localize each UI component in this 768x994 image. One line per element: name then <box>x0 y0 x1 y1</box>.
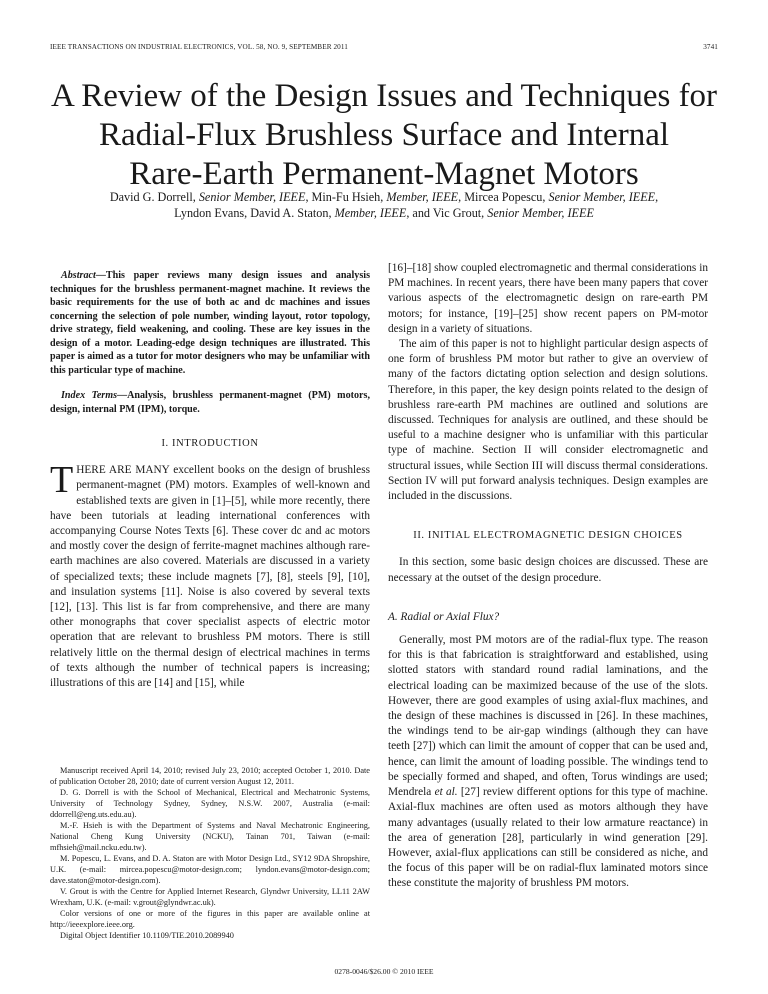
abstract-label: Abstract <box>61 270 96 281</box>
author-line-2: Lyndon Evans, David A. Staton, Member, IEEE, and Vic Grout, Senior Member, IEEE <box>174 205 594 220</box>
running-header <box>50 43 718 55</box>
drop-cap: T <box>50 459 74 502</box>
journal-citation: IEEE TRANSACTIONS ON INDUSTRIAL ELECTRONICS, VOL. 58, NO. 9, SEPTEMBER 2011 <box>50 43 348 51</box>
index-terms-label: Index Terms <box>61 390 118 401</box>
footnote: V. Grout is with the Centre for Applied Internet Research, Glyndwr University, LL11 2AW Wrexham, U.K. (e-mail: v.grout@glyndwr.ac.uk). <box>50 887 370 907</box>
footnote: Manuscript received April 14, 2010; revised July 23, 2010; accepted October 1, 2010. Date of publication October 28, 2010; date of current version August 12, 2011. <box>50 766 370 786</box>
paper-title <box>40 77 728 194</box>
footnote: M. Popescu, L. Evans, and D. A. Staton are with Motor Design Ltd., SY12 9DA Shropshire, U.K. (e-mail: mircea.popescu@motor-design.com; lyndon.evans@motor-design.com; dave.staton@motor-design.com). <box>50 854 370 885</box>
footnote: Digital Object Identifier 10.1109/TIE.2010.2089940 <box>60 931 234 940</box>
intro-continuation: [16]–[18] show coupled electromagnetic and thermal considerations in PM machines. In recent years, there have been many papers that cover various aspects of the electromagnetic design on rare-earth PM motors; for instance, [19]–[25] show recent papers on PM-motor design in a variety of situations. <box>388 262 708 335</box>
section-heading-design-choices: II. INITIAL ELECTROMAGNETIC DESIGN CHOICES <box>413 530 683 542</box>
footnote: M.-F. Hsieh is with the Department of Systems and Naval Mechatronic Engineering, National Cheng Kung University (NCKU), Tainan 701, Taiwan (e-mail: mfhsieh@mail.ncku.edu.tw). <box>50 821 370 852</box>
footnote: D. G. Dorrell is with the School of Mechanical, Electrical and Mechatronic Systems, University of Technology Sydney, Sydney, N.S.W. 2007, Australia (e-mail: ddorrell@eng.uts.edu.au). <box>50 788 370 819</box>
right-column <box>388 261 708 892</box>
footnotes <box>50 765 370 941</box>
copyright-footer: 0278-0046/$26.00 © 2010 IEEE <box>334 967 434 976</box>
page-number: 3741 <box>703 43 718 51</box>
index-terms-text: —Analysis, brushless permanent-magnet (PM) motors, design, internal PM (IPM), torque. <box>50 390 370 415</box>
subsection-heading-radial-axial: A. Radial or Axial Flux? <box>388 610 500 623</box>
title-line: Radial-Flux Brushless Surface and Internal <box>98 117 670 153</box>
intro-paragraph <box>50 459 370 691</box>
author-line-1: David G. Dorrell, Senior Member, IEEE, Min-Fu Hsieh, Member, IEEE, Mircea Popescu, Senior Member, IEEE, <box>109 190 659 204</box>
footnote: Color versions of one or more of the figures in this paper are available online at http://ieeexplore.ieee.org. <box>50 909 370 929</box>
title-line: A Review of the Design Issues and Techniques for <box>50 78 718 114</box>
abstract-text: —This paper reviews many design issues and analysis techniques for the brushless permanent-magnet machine. It reviews the basic requirements for the use of both ac and dc machines and issues concerning the selection of pole number, winding layout, rotor topology, drive strategy, field weakening, and cooling. These are key issues in the design of a motor. Leading-edge design techniques are illustrated. This paper is aimed as a tutor for motor designers who may be unfamiliar with this particular type of machine. <box>50 270 370 376</box>
left-column <box>50 269 370 691</box>
abstract <box>50 269 370 377</box>
radial-axial-paragraph: Generally, most PM motors are of the radial-flux type. The reason for this is that fabrication is straightforward and established, using slotted stators with standard round radial laminations, and the electrical loading can be maximized because of the use of the slots. However, there are good examples of using axial-flux machines, and the design of these machines is discussed in [26]. In these machines, the windings tend to be air-gap windings (although they can have teeth [27]) which can limit the amount of copper that can be used and, hence, can limit the amount of loading possible. The windings tend to be specially formed and shaped, and often, Torus windings are used; Mendrela et al. [27] review different options for this type of machine. Axial-flux machines are often used as motors although they have many advantages (usually related to their low armature reactance) in the area of generation [28], particularly in wind generation [29]. However, axial-flux applications can still be considered as niche, and the focus of this paper will be on radial-flux laminated motors since these constitute the majority of brushless PM motors. <box>388 634 709 890</box>
intro-lead: HERE ARE MANY <box>76 464 170 477</box>
intro-body: excellent books on the design of brushless permanent-magnet (PM) motors. Examples of well-known and established texts are given in [1]–[5], while more recently, there have been tutorials at leading international conferences with accompanying Course Notes Texts [6]. These cover dc and ac motors and mostly cover the design of ferrite-magnet machines although rare-earth machines are also covered. Materials are discussed in a variety of specialized texts; these include magnets [7], [8], steels [9], [10], and insulation systems [11]. Noise is also covered by several texts [12], [13]. This list is far from comprehensive, and there are many other monographs that cover specialist aspects of electric motor operation that are relevant to brushless PM motors. There is still relatively little on the thermal design of electrical machines in terms of texts although the number of technical papers is increasing; illustrations of this are [14] and [15], while <box>50 464 370 690</box>
section-heading-introduction: I. INTRODUCTION <box>161 438 259 449</box>
author-list <box>40 190 728 221</box>
index-terms <box>50 389 370 416</box>
design-choices-paragraph: In this section, some basic design choices are discussed. These are necessary at the outset of the design procedure. <box>388 556 708 584</box>
intro-aim-paragraph: The aim of this paper is not to highlight particular design aspects of one form of brushless PM motor but rather to give an overview of many of the factors dictating option selection and design solutions. Therefore, in this paper, the key design points related to the design of brushless rare-earth PM machines are outlined and solutions are discussed. Techniques for analysis are outlined, and these should be useful to a machine designer who is unfamiliar with this particular type of machine. Section II will consider electromagnetic and structural issues, while Section III will discuss thermal considerations. Section IV will put forward analysis techniques. Design examples are included in the discussions. <box>388 338 708 503</box>
title-line: Rare-Earth Permanent-Magnet Motors <box>129 156 639 192</box>
